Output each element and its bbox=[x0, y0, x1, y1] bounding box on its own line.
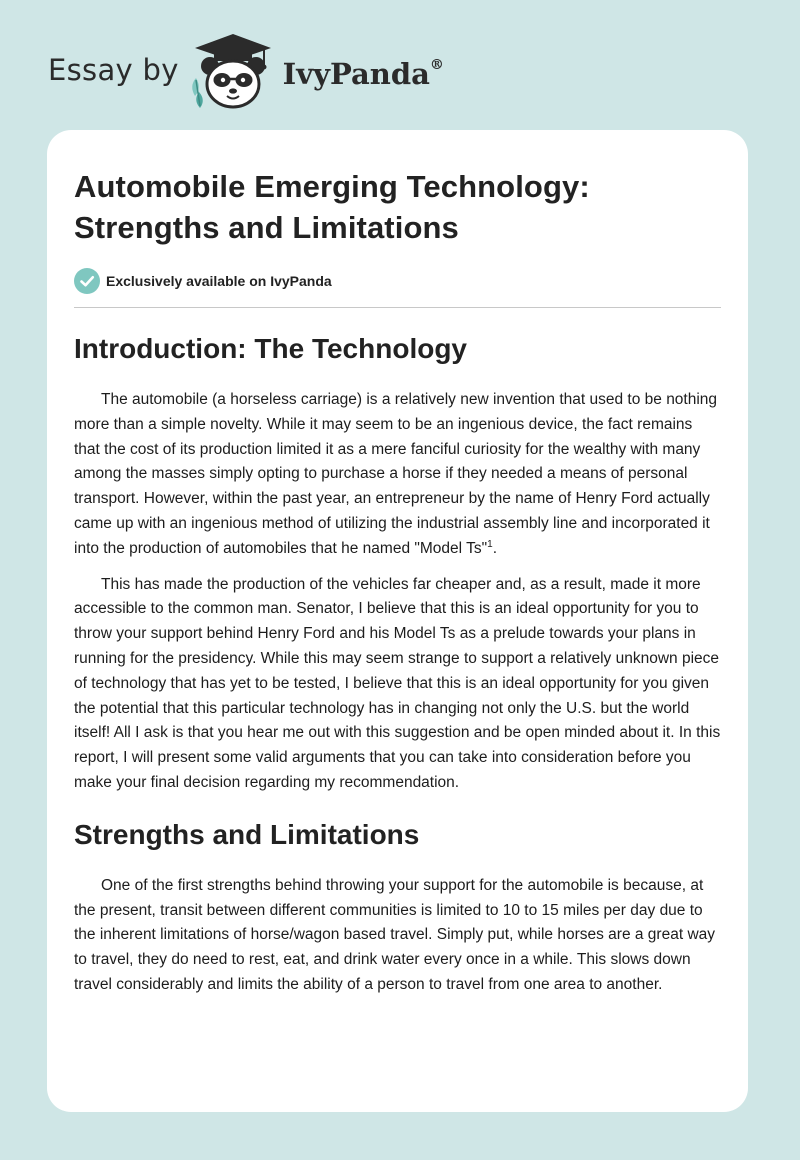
check-circle-icon bbox=[74, 268, 100, 294]
paragraph-intro-1 bbox=[74, 388, 721, 562]
page-title: Automobile Emerging Technology: Strengths and Limitations bbox=[74, 169, 590, 245]
essay-by-label: Essay by bbox=[48, 53, 179, 87]
exclusive-badge bbox=[74, 268, 721, 294]
brand-name-text: IvyPanda bbox=[282, 57, 430, 91]
panda-graduate-logo-icon[interactable] bbox=[187, 30, 279, 110]
exclusive-label: Exclusively available on IvyPanda bbox=[106, 273, 332, 289]
essay-card bbox=[47, 130, 748, 1112]
site-header bbox=[48, 30, 444, 110]
footnote-link[interactable]: 1 bbox=[487, 538, 493, 550]
paragraph-strengths-1: One of the first strengths behind throwing your support for the automobile is because, at the present, transit between different communities is limited to 10 to 15 miles per day due to the inherent limitations of horse/wagon based travel. Simply put, while horses are a great way to travel, they do need to rest, eat, and drink water every once in a while. This slows down travel considerably and limits the ability of a person to travel from one area to another. bbox=[74, 876, 716, 993]
section-heading-strengths: Strengths and Limitations bbox=[74, 818, 420, 850]
section-heading-introduction: Introduction: The Technology bbox=[74, 333, 467, 364]
footnote-tail: . bbox=[492, 539, 497, 557]
registered-mark: ® bbox=[429, 57, 444, 74]
paragraph-intro-1-text: The automobile (a horseless carriage) is a relatively new invention that used to be nothing more than a simple novelty. While it may seem to be an ingenious device, the fact remains that the cost of its production limited it as a mere fanciful curiosity for the wealthy with many among the masses simply opting to purchase a horse if they needed a means of personal transport. However, within the past year, an entrepreneur by the name of Henry Ford actually came up with an ingenious method of utilizing the industrial assembly line and incorporated it into the production of automobiles that he named "Model Ts" bbox=[74, 391, 718, 557]
brand-name[interactable] bbox=[283, 57, 444, 91]
divider bbox=[74, 307, 721, 308]
paragraph-intro-2: This has made the production of the vehicles far cheaper and, as a result, made it more accessible to the common man. Senator, I believe that this is an ideal opportunity for you to throw your support behind Henry Ford and his Model Ts as a prelude towards your plans in running for the presidency. While this may seem strange to support a relatively unknown piece of technology that has yet to be tested, I believe that this is an ideal opportunity for you given the potential that this particular technology has in changing not only the U.S. but the world itself! All I ask is that you hear me out with this suggestion and be open minded about it. In this report, I will present some valid arguments that you can take into consideration before you make your final decision regarding my recommendation. bbox=[74, 575, 721, 791]
